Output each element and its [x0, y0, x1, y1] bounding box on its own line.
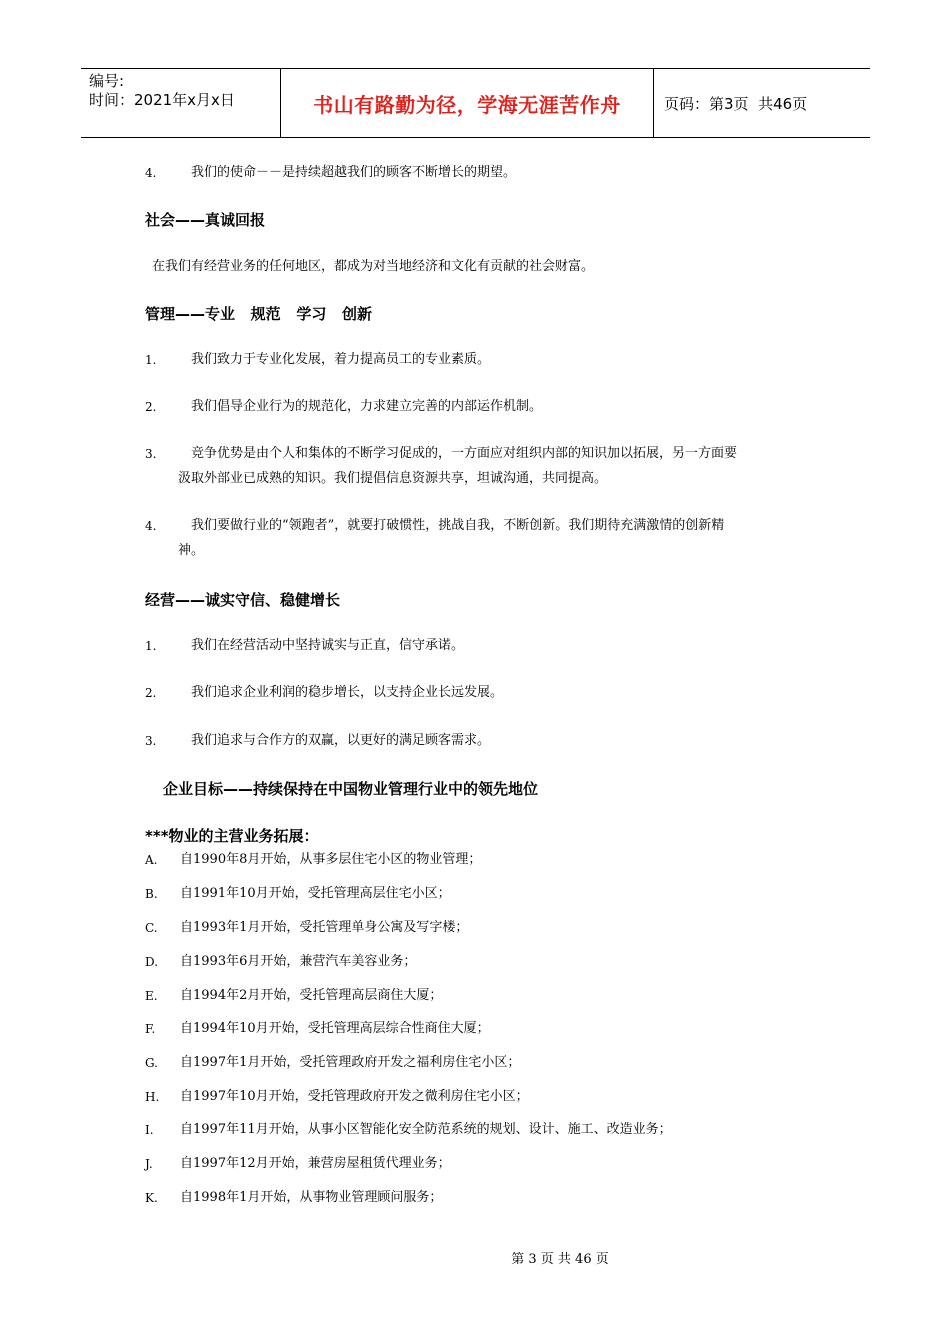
list-item-text-continued: 神。	[178, 543, 205, 558]
document-number-label: 编号:	[89, 72, 125, 90]
list-letter: I.	[145, 1123, 154, 1137]
list-item-text: 我们要做行业的“领跑者”，就要打破惯性，挑战自我，不断创新。我们期待充满激情的创新精	[191, 518, 725, 533]
list-number: 3.	[145, 447, 157, 461]
list-item-text: 自1997年11月开始，从事小区智能化安全防范系统的规划、设计、施工、改造业务；	[180, 1122, 672, 1137]
section-heading-goal: 企业目标——持续保持在中国物业管理行业中的领先地位	[163, 780, 539, 798]
list-number: 2.	[145, 686, 157, 700]
list-item-text-continued: 汲取外部业已成熟的知识。我们提倡信息资源共享，坦诚沟通，共同提高。	[178, 471, 608, 486]
list-letter: D.	[145, 955, 159, 969]
section-heading-management: 管理——专业 规范 学习 创新	[145, 305, 373, 323]
list-letter: K.	[145, 1191, 158, 1205]
list-item-text: 我们致力于专业化发展，着力提高员工的专业素质。	[191, 352, 491, 367]
list-item-text: 自1997年1月开始，受托管理政府开发之福利房住宅小区；	[180, 1055, 521, 1070]
list-letter: H.	[145, 1090, 160, 1104]
list-letter: B.	[145, 887, 158, 901]
header-page-label: 页码：第3页 共46页	[664, 94, 808, 113]
paragraph-society: 在我们有经营业务的任何地区，都成为对当地经济和文化有贡献的社会财富。	[152, 259, 595, 274]
list-number: 2.	[145, 400, 157, 414]
list-item-text: 自1993年1月开始，受托管理单身公寓及写字楼；	[180, 920, 469, 935]
section-heading-business: ***物业的主营业务拓展：	[145, 827, 319, 845]
list-number: 4.	[145, 519, 157, 533]
document-date-label: 时间：2021年x月x日	[89, 91, 235, 109]
list-letter: E.	[145, 989, 158, 1003]
header-page-cell	[654, 69, 870, 137]
list-number: 1.	[145, 639, 157, 653]
list-letter: F.	[145, 1022, 156, 1036]
list-letter: J.	[145, 1157, 153, 1171]
list-item-text: 自1997年10月开始，受托管理政府开发之微利房住宅小区；	[180, 1089, 529, 1104]
list-item-text: 我们在经营活动中坚持诚实与正直，信守承诺。	[191, 638, 465, 653]
list-item-text: 我们倡导企业行为的规范化，力求建立完善的内部运作机制。	[191, 399, 543, 414]
list-item-text: 自1994年2月开始，受托管理高层商住大厦；	[180, 988, 443, 1003]
list-item-text: 自1994年10月开始，受托管理高层综合性商住大厦；	[180, 1021, 490, 1036]
list-letter: C.	[145, 921, 158, 935]
section-heading-operation: 经营——诚实守信、稳健增长	[145, 591, 341, 609]
list-number: 3.	[145, 734, 157, 748]
list-item-text: 我们追求企业利润的稳步增长，以支持企业长远发展。	[191, 685, 504, 700]
list-item-text: 自1998年1月开始，从事物业管理顾问服务；	[180, 1190, 443, 1205]
list-item-text: 自1990年8月开始，从事多层住宅小区的物业管理；	[180, 852, 482, 867]
list-item-text: 自1993年6月开始，兼营汽车美容业务；	[180, 954, 417, 969]
list-letter: A.	[145, 853, 158, 867]
list-number: 4.	[145, 166, 157, 180]
list-letter: G.	[145, 1056, 158, 1070]
header-left-cell	[81, 69, 281, 137]
page-header	[81, 68, 870, 138]
list-item-text: 自1991年10月开始，受托管理高层住宅小区；	[180, 886, 451, 901]
list-item-text: 竞争优势是由个人和集体的不断学习促成的，一方面应对组织内部的知识加以拓展，另一方面要	[191, 446, 738, 461]
list-item-text: 自1997年12月开始，兼营房屋租赁代理业务；	[180, 1156, 451, 1171]
header-motto: 书山有路勤为径，学海无涯苦作舟	[281, 69, 654, 137]
section-heading-society: 社会——真诚回报	[145, 211, 266, 229]
list-number: 1.	[145, 353, 157, 367]
page-footer: 第 3 页 共 46 页	[511, 1252, 609, 1267]
list-item-text: 我们的使命－－是持续超越我们的顾客不断增长的期望。	[191, 165, 517, 180]
list-item-text: 我们追求与合作方的双赢，以更好的满足顾客需求。	[191, 733, 491, 748]
